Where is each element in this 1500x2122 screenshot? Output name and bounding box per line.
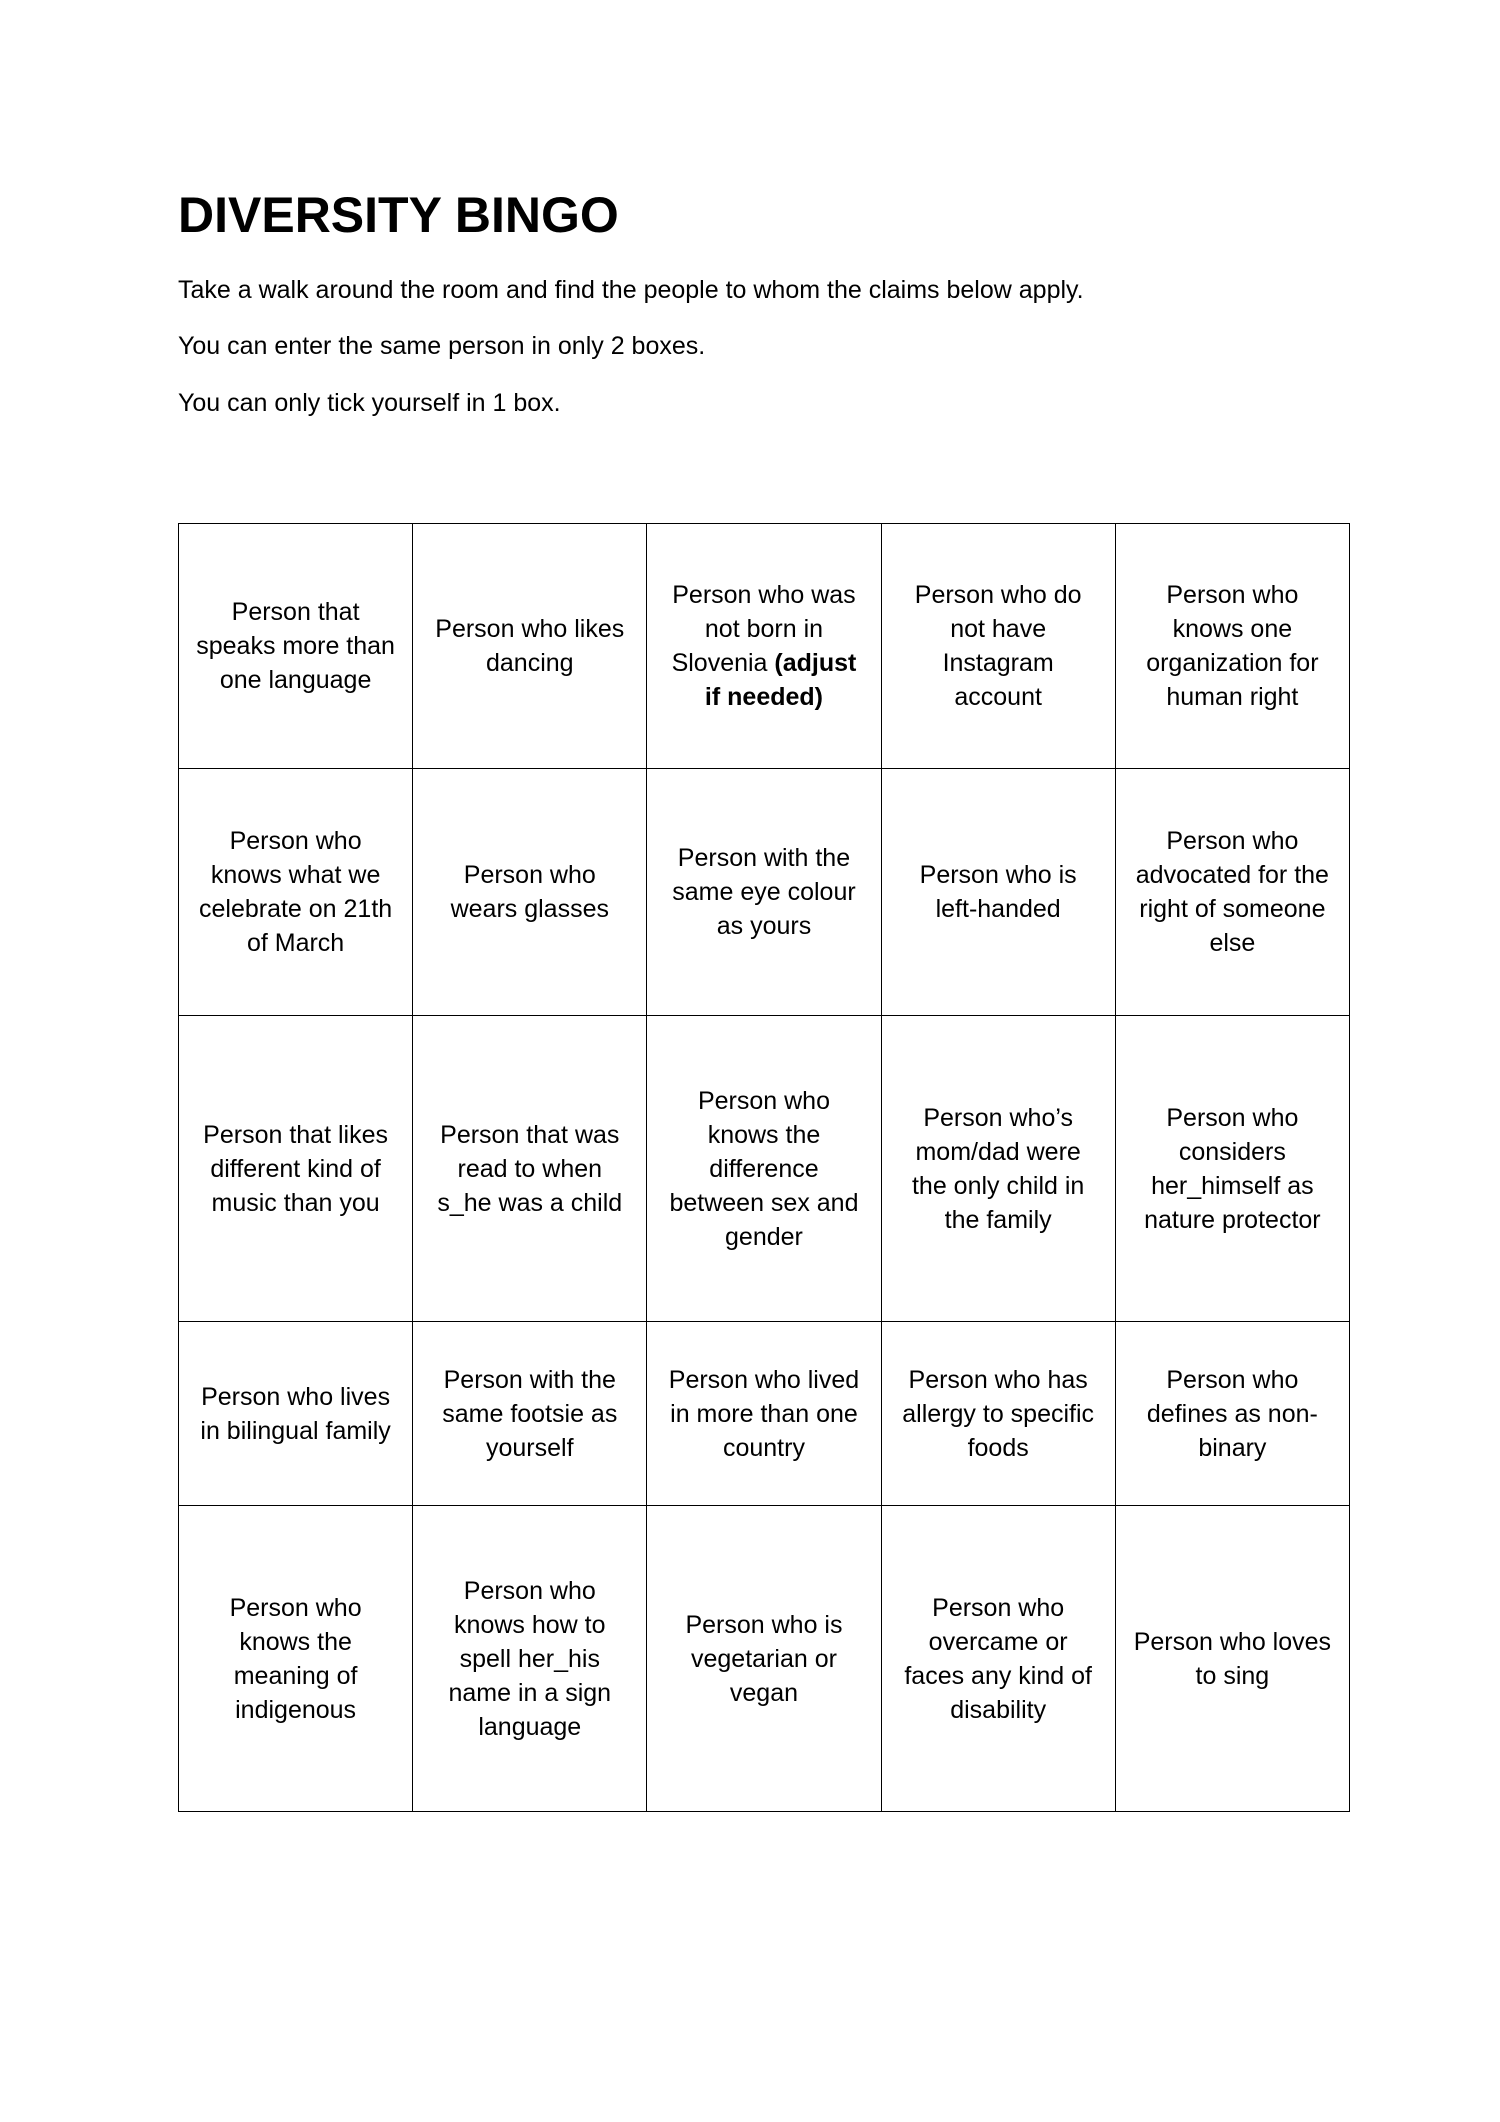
bingo-cell[interactable] [413,769,647,1016]
bingo-cell-text: Person who do not have Instagram account [914,581,1082,711]
bingo-cell[interactable] [1115,1016,1349,1322]
bingo-cell[interactable] [413,1016,647,1322]
page-title: DIVERSITY BINGO [178,187,619,243]
bingo-cell[interactable] [881,769,1115,1016]
bingo-cell-text: Person who loves to sing [1133,1627,1332,1690]
bingo-cell[interactable] [179,1016,413,1322]
bingo-cell-emphasis: (adjust if needed) [704,649,857,711]
bingo-cell[interactable] [179,524,413,769]
bingo-cell-text: Person who knows one organization for human right [1146,581,1319,711]
bingo-cell[interactable] [881,524,1115,769]
bingo-cell[interactable] [647,1016,881,1322]
bingo-cell-text: Person who knows how to spell her_his name in a sign language [448,1576,612,1741]
bingo-grid [178,523,1350,1812]
bingo-cell-text: Person who is vegetarian or vegan [685,1610,843,1707]
bingo-cell-text: Person who likes dancing [435,615,625,677]
bingo-cell[interactable] [1115,1322,1349,1506]
bingo-cell[interactable] [647,769,881,1016]
bingo-row [179,1506,1350,1812]
bingo-cell-text: Person who has allergy to specific foods [902,1365,1095,1462]
bingo-cell-text: Person who considers her_himself as nature protector [1144,1103,1321,1234]
bingo-row [179,769,1350,1016]
bingo-cell[interactable] [881,1016,1115,1322]
bingo-cell-text: Person that likes different kind of music than you [203,1120,388,1217]
instruction-tick-yourself-limit: You can only tick yourself in 1 box. [178,389,561,417]
bingo-cell-text: Person with the same footsie as yourself [442,1365,618,1462]
bingo-cell-text: Person with the same eye colour as yours [672,844,856,940]
bingo-cell[interactable] [413,524,647,769]
bingo-cell-text: Person who advocated for the right of someone else [1135,827,1329,957]
bingo-cell-text: Person who’s mom/dad were the only child in the family [911,1103,1085,1234]
bingo-cell-text: Person who knows what we celebrate on 21th of March [198,827,393,957]
bingo-row [179,1322,1350,1506]
bingo-cell-text: Person who lives in bilingual family [200,1382,391,1445]
bingo-cell[interactable] [1115,769,1349,1016]
bingo-cell[interactable] [179,1506,413,1812]
bingo-cell-text: Person that speaks more than one language [196,598,395,694]
bingo-cell-text: Person who defines as non-binary [1146,1365,1318,1462]
bingo-cell[interactable] [647,1322,881,1506]
bingo-cell[interactable] [413,1506,647,1812]
bingo-cell-text: Person who overcame or faces any kind of disability [904,1593,1092,1724]
instruction-same-person-limit: You can enter the same person in only 2 boxes. [178,332,706,360]
bingo-cell-text: Person that was read to when s_he was a child [437,1120,623,1217]
bingo-cell[interactable] [881,1322,1115,1506]
bingo-cell[interactable] [413,1322,647,1506]
bingo-cell[interactable] [179,1322,413,1506]
bingo-cell-text: Person who was not born in Slovenia [671,581,856,677]
bingo-row [179,524,1350,769]
bingo-cell[interactable] [881,1506,1115,1812]
bingo-cell-text: Person who wears glasses [450,861,609,923]
bingo-cell[interactable] [647,524,881,769]
bingo-row [179,1016,1350,1322]
bingo-cell[interactable] [647,1506,881,1812]
instruction-walk-around: Take a walk around the room and find the people to whom the claims below apply. [178,276,1084,304]
bingo-cell[interactable] [179,769,413,1016]
bingo-cell-text: Person who knows the meaning of indigenous [229,1593,362,1724]
bingo-cell[interactable] [1115,1506,1349,1812]
bingo-cell[interactable] [1115,524,1349,769]
bingo-cell-text: Person who knows the difference between sex and gender [669,1086,859,1251]
bingo-cell-text: Person who lived in more than one country [668,1365,860,1462]
bingo-cell-text: Person who is left-handed [919,861,1077,923]
